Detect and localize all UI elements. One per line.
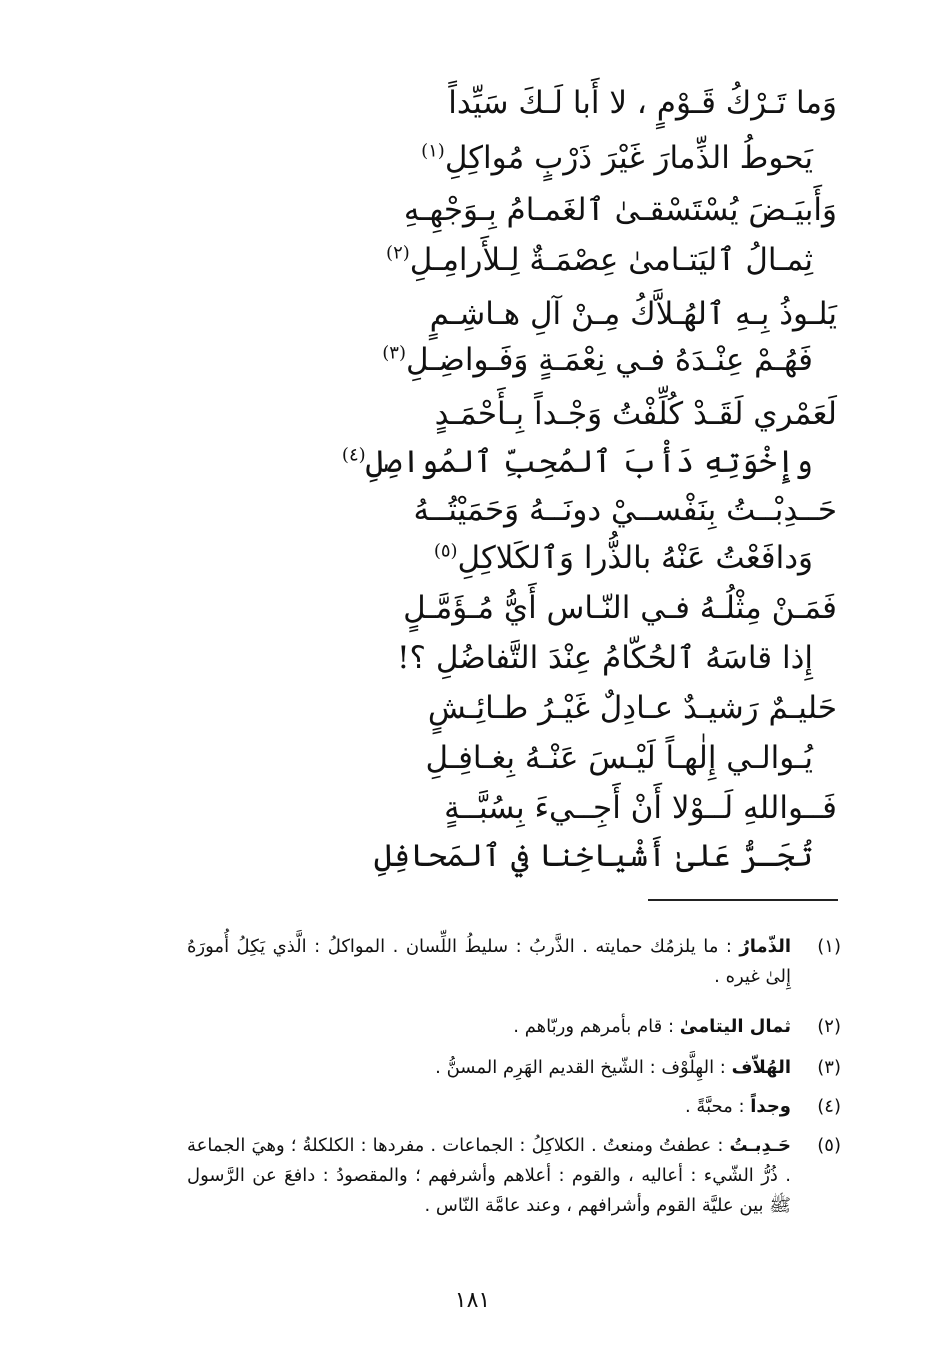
verse-1-first-hemistich: وَما تَـرْكُ قَـوْمٍ ، لا أَبا لَـكَ سَيِّداً (448, 85, 837, 121)
verse-7-first-hemistich: حَليـمٌ رَشيـدٌ عـادِلٌ غَيْـرُ طـائِـشٍ (427, 690, 837, 726)
verse-text: وَدافَعْتُ عَنْهُ بالذُّرا وَٱلكَلاكِلِ (457, 540, 813, 576)
verse-5-second-hemistich (434, 538, 813, 578)
footnote-5 (187, 1131, 839, 1221)
verse-8-first-hemistich: فَــواللهِ لَــوْلا أَنْ أَجِــيءَ بِسُبَّــةٍ (444, 790, 837, 826)
footnote-number: (٢) (817, 1016, 841, 1037)
verse-3-first-hemistich: يَلـوذُ بِـهِ ٱلهُـلاَّكُ مِـنْ آلِ هـاشِـمٍ (429, 296, 837, 332)
footnote-3 (187, 1053, 839, 1083)
footnote-4 (187, 1092, 839, 1122)
footnote-term: وجداً (750, 1096, 791, 1117)
footnote-text: : عطفتُ ومنعتُ . الكلاكِلُ : الجماعات . مفردها : الكلكلةُ ؛ وهيَ الجماعة . ذُرُّ الشّيء : أعاليه ، والقوم : أعلاهم وأشرفهم ؛ والمقصودُ : دافعَ عن الرَّسول ﷺ بين عليَّة القوم وأشرافهم ، وعند عامَّة النّاس . (187, 1135, 791, 1216)
verse-5-first-hemistich: حَــدِبْــتُ بِنَفْســيْ دونَــهُ وَحَمَيْتُــهُ (413, 492, 837, 528)
footnote-2 (187, 1012, 839, 1042)
footnote-number: (١) (817, 936, 841, 957)
footnote-text: : ما يلزمُك حمايته . الذَّربُ : سليطُ اللِّسان . المواكلُ : الَّذي يَكِلُ أُمورَهُ إِلىٰ غيره . (187, 936, 791, 987)
verse-1-second-hemistich (421, 138, 813, 178)
verse-8-second-hemistich: تُجَـرُّ عَلىٰ أَشْياخِنا في ٱلمَحافِلِ (373, 838, 813, 874)
verse-2-second-hemistich (386, 240, 813, 280)
verse-4-first-hemistich: لَعَمْري لَقَـدْ كُلِّفْتُ وَجْـداً بِـأَحْمَـدٍ (434, 396, 837, 432)
verse-text: وإِخْوَتِهِ دَأْبَ ٱلمُحِبِّ ٱلمُواصِلِ (365, 444, 813, 480)
footnote-marker: (٢) (386, 242, 410, 264)
footnote-number: (٣) (817, 1057, 841, 1078)
verse-7-second-hemistich: يُـوالـي إِلٰهـاً لَيْـسَ عَنْـهُ بِغـافِـلِ (425, 740, 813, 776)
verse-6-second-hemistich: إِذا قاسَهُ ٱلحُكّامُ عِنْدَ التَّفاضُلِ ؟! (397, 640, 813, 676)
verse-6-first-hemistich: فَمَـنْ مِثْلُـهُ فـي النّـاس أَيُّ مُـؤَمَّـلٍ (403, 590, 837, 626)
footnote-1 (187, 932, 839, 992)
footnote-text: : محبَّةً . (684, 1096, 751, 1117)
footnote-marker: (١) (421, 140, 445, 162)
footnote-term: حَـدِبـتُ (729, 1135, 791, 1156)
footnote-text: : قام بأمرهم وربّاهم . (513, 1016, 680, 1037)
footnote-term: ثمال اليتامىٰ (679, 1016, 791, 1037)
verse-text: ثِمـالُ ٱليَتـامىٰ عِصْمَـةٌ لِـلأَرامِـلِ (409, 242, 813, 278)
page-number: ١٨١ (454, 1288, 491, 1313)
verse-2-first-hemistich: وَأَبيَـضَ يُسْتَسْقـىٰ ٱلغَمـامُ بِـوَجْهِـهِ (403, 192, 837, 228)
verse-4-second-hemistich (342, 442, 813, 482)
footnote-term: الهُلاّف (731, 1057, 791, 1078)
footnote-number: (٥) (817, 1135, 841, 1156)
footnote-text: : الهِلَّوْف : الشّيخ القديم الهَرِم المسنُّ . (435, 1057, 732, 1078)
footnote-marker: (٥) (433, 540, 458, 562)
footnote-number: (٤) (817, 1096, 841, 1117)
footnote-term: الذّمارُ (739, 936, 791, 957)
verse-3-second-hemistich (382, 340, 813, 380)
footnote-separator (648, 899, 838, 901)
verse-text: يَحوطُ الذِّمارَ غَيْرَ ذَرْبٍ مُواكِلِ (444, 140, 813, 176)
footnote-marker: (٤) (341, 444, 366, 466)
verse-text: فَهُـمْ عِنْـدَهُ فـي نِعْمَـةٍ وَفَـواضِـلِ (405, 342, 813, 378)
footnote-marker: (٣) (382, 342, 406, 364)
